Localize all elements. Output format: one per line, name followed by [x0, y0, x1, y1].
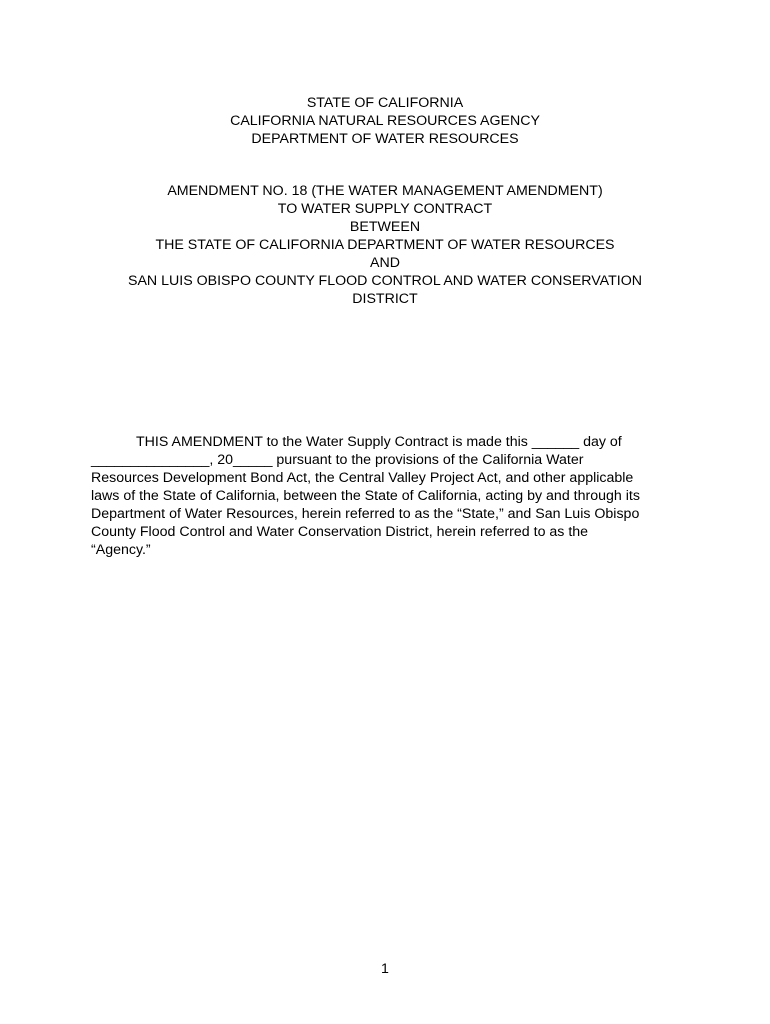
paragraph-line: _______________, 20_____ pursuant to the provisions of the California Water — [91, 452, 584, 468]
amendment-title — [0, 182, 770, 308]
preamble-paragraph — [91, 433, 691, 559]
paragraph-line: laws of the State of California, between the State of California, acting by and through its — [91, 488, 640, 504]
title-line-contract: TO WATER SUPPLY CONTRACT — [277, 201, 493, 217]
paragraph-line: “Agency.” — [91, 542, 151, 558]
title-line-between: BETWEEN — [349, 219, 421, 235]
title-line-and: AND — [370, 255, 400, 271]
paragraph-line: Department of Water Resources, herein referred to as the “State,” and San Luis Obispo — [91, 506, 640, 522]
header-line-department: DEPARTMENT OF WATER RESOURCES — [251, 131, 519, 147]
paragraph-line: THIS AMENDMENT to the Water Supply Contract is made this ______ day of — [136, 434, 622, 450]
header-line-agency: CALIFORNIA NATURAL RESOURCES AGENCY — [230, 113, 540, 129]
title-line-state-party: THE STATE OF CALIFORNIA DEPARTMENT OF WATER RESOURCES — [155, 237, 615, 253]
title-line-amendment: AMENDMENT NO. 18 (THE WATER MANAGEMENT AMENDMENT) — [167, 183, 603, 199]
agency-header — [0, 94, 770, 148]
page-number: 1 — [381, 961, 389, 977]
paragraph-line: County Flood Control and Water Conservation District, herein referred to as the — [91, 524, 589, 540]
title-line-district: DISTRICT — [352, 291, 418, 307]
title-line-district-party: SAN LUIS OBISPO COUNTY FLOOD CONTROL AND WATER CONSERVATION — [128, 273, 642, 289]
header-line-state: STATE OF CALIFORNIA — [306, 95, 464, 111]
paragraph-line: Resources Development Bond Act, the Central Valley Project Act, and other applicable — [91, 470, 634, 486]
